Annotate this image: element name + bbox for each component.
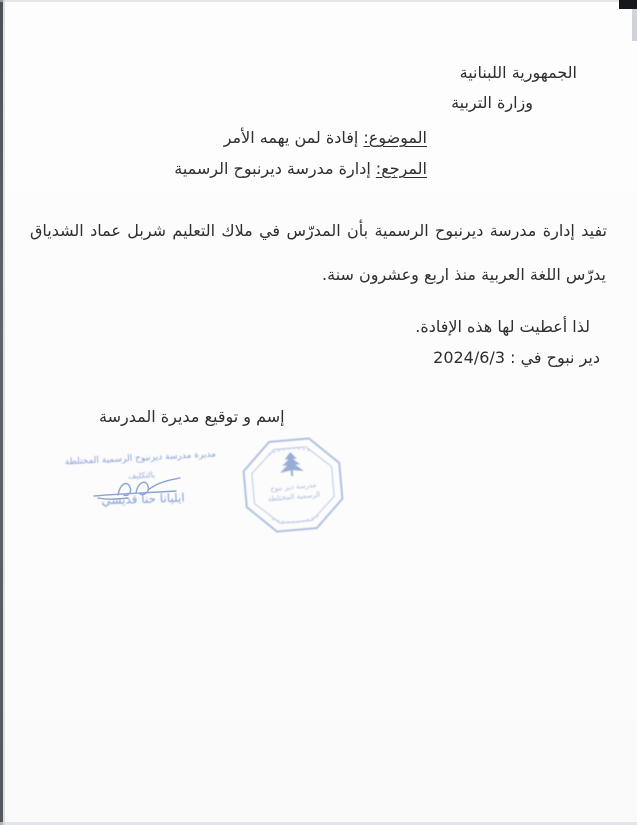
principal-name: ايليانا حنا قديسي — [101, 490, 185, 508]
signature-caption: إسم و توقيع مديرة المدرسة — [99, 407, 285, 426]
reference-line — [174, 158, 427, 180]
scan-artifact-top-edge — [0, 0, 637, 2]
scan-artifact-left-shadow — [3, 0, 5, 825]
reference-text: إدارة مدرسة ديرنبوح الرسمية — [174, 159, 371, 178]
subject-text: إفادة لمن يهمه الأمر — [223, 128, 359, 147]
place-and-date: دير نبوح في : 2024/6/3 — [433, 348, 600, 367]
principal-stamp-subtitle: بالتكليف — [127, 470, 156, 481]
subject-label: الموضوع: — [363, 128, 427, 147]
principal-stamp-title: مديرة مدرسة ديرنبوح الرسمية المختلطة — [64, 449, 217, 468]
letterhead-ministry: وزارة التربية — [451, 93, 533, 112]
seal-text-line2: الرسمية المختلطة — [267, 490, 321, 504]
closing-statement: لذا أعطيت لها هذه الإفادة. — [415, 317, 590, 336]
reference-label: المرجع: — [375, 159, 427, 178]
body-line-2: يدرّس اللغة العربية منذ اربع وعشرون سنة. — [322, 265, 606, 284]
body-line-1: تفيد إدارة مدرسة ديرنبوح الرسمية بأن المدرّس في ملاك التعليم شربل عماد الشدياق — [30, 221, 607, 240]
seal-text-line1: مدرسة دير نبوح — [269, 481, 317, 493]
letterhead-country: الجمهورية اللبنانية — [459, 63, 577, 82]
official-seal — [237, 433, 349, 538]
scan-artifact-corner-mark — [619, 0, 637, 9]
scan-artifact-right-strip — [632, 9, 637, 41]
subject-line — [224, 127, 427, 149]
cedar-tree-icon — [278, 451, 304, 477]
